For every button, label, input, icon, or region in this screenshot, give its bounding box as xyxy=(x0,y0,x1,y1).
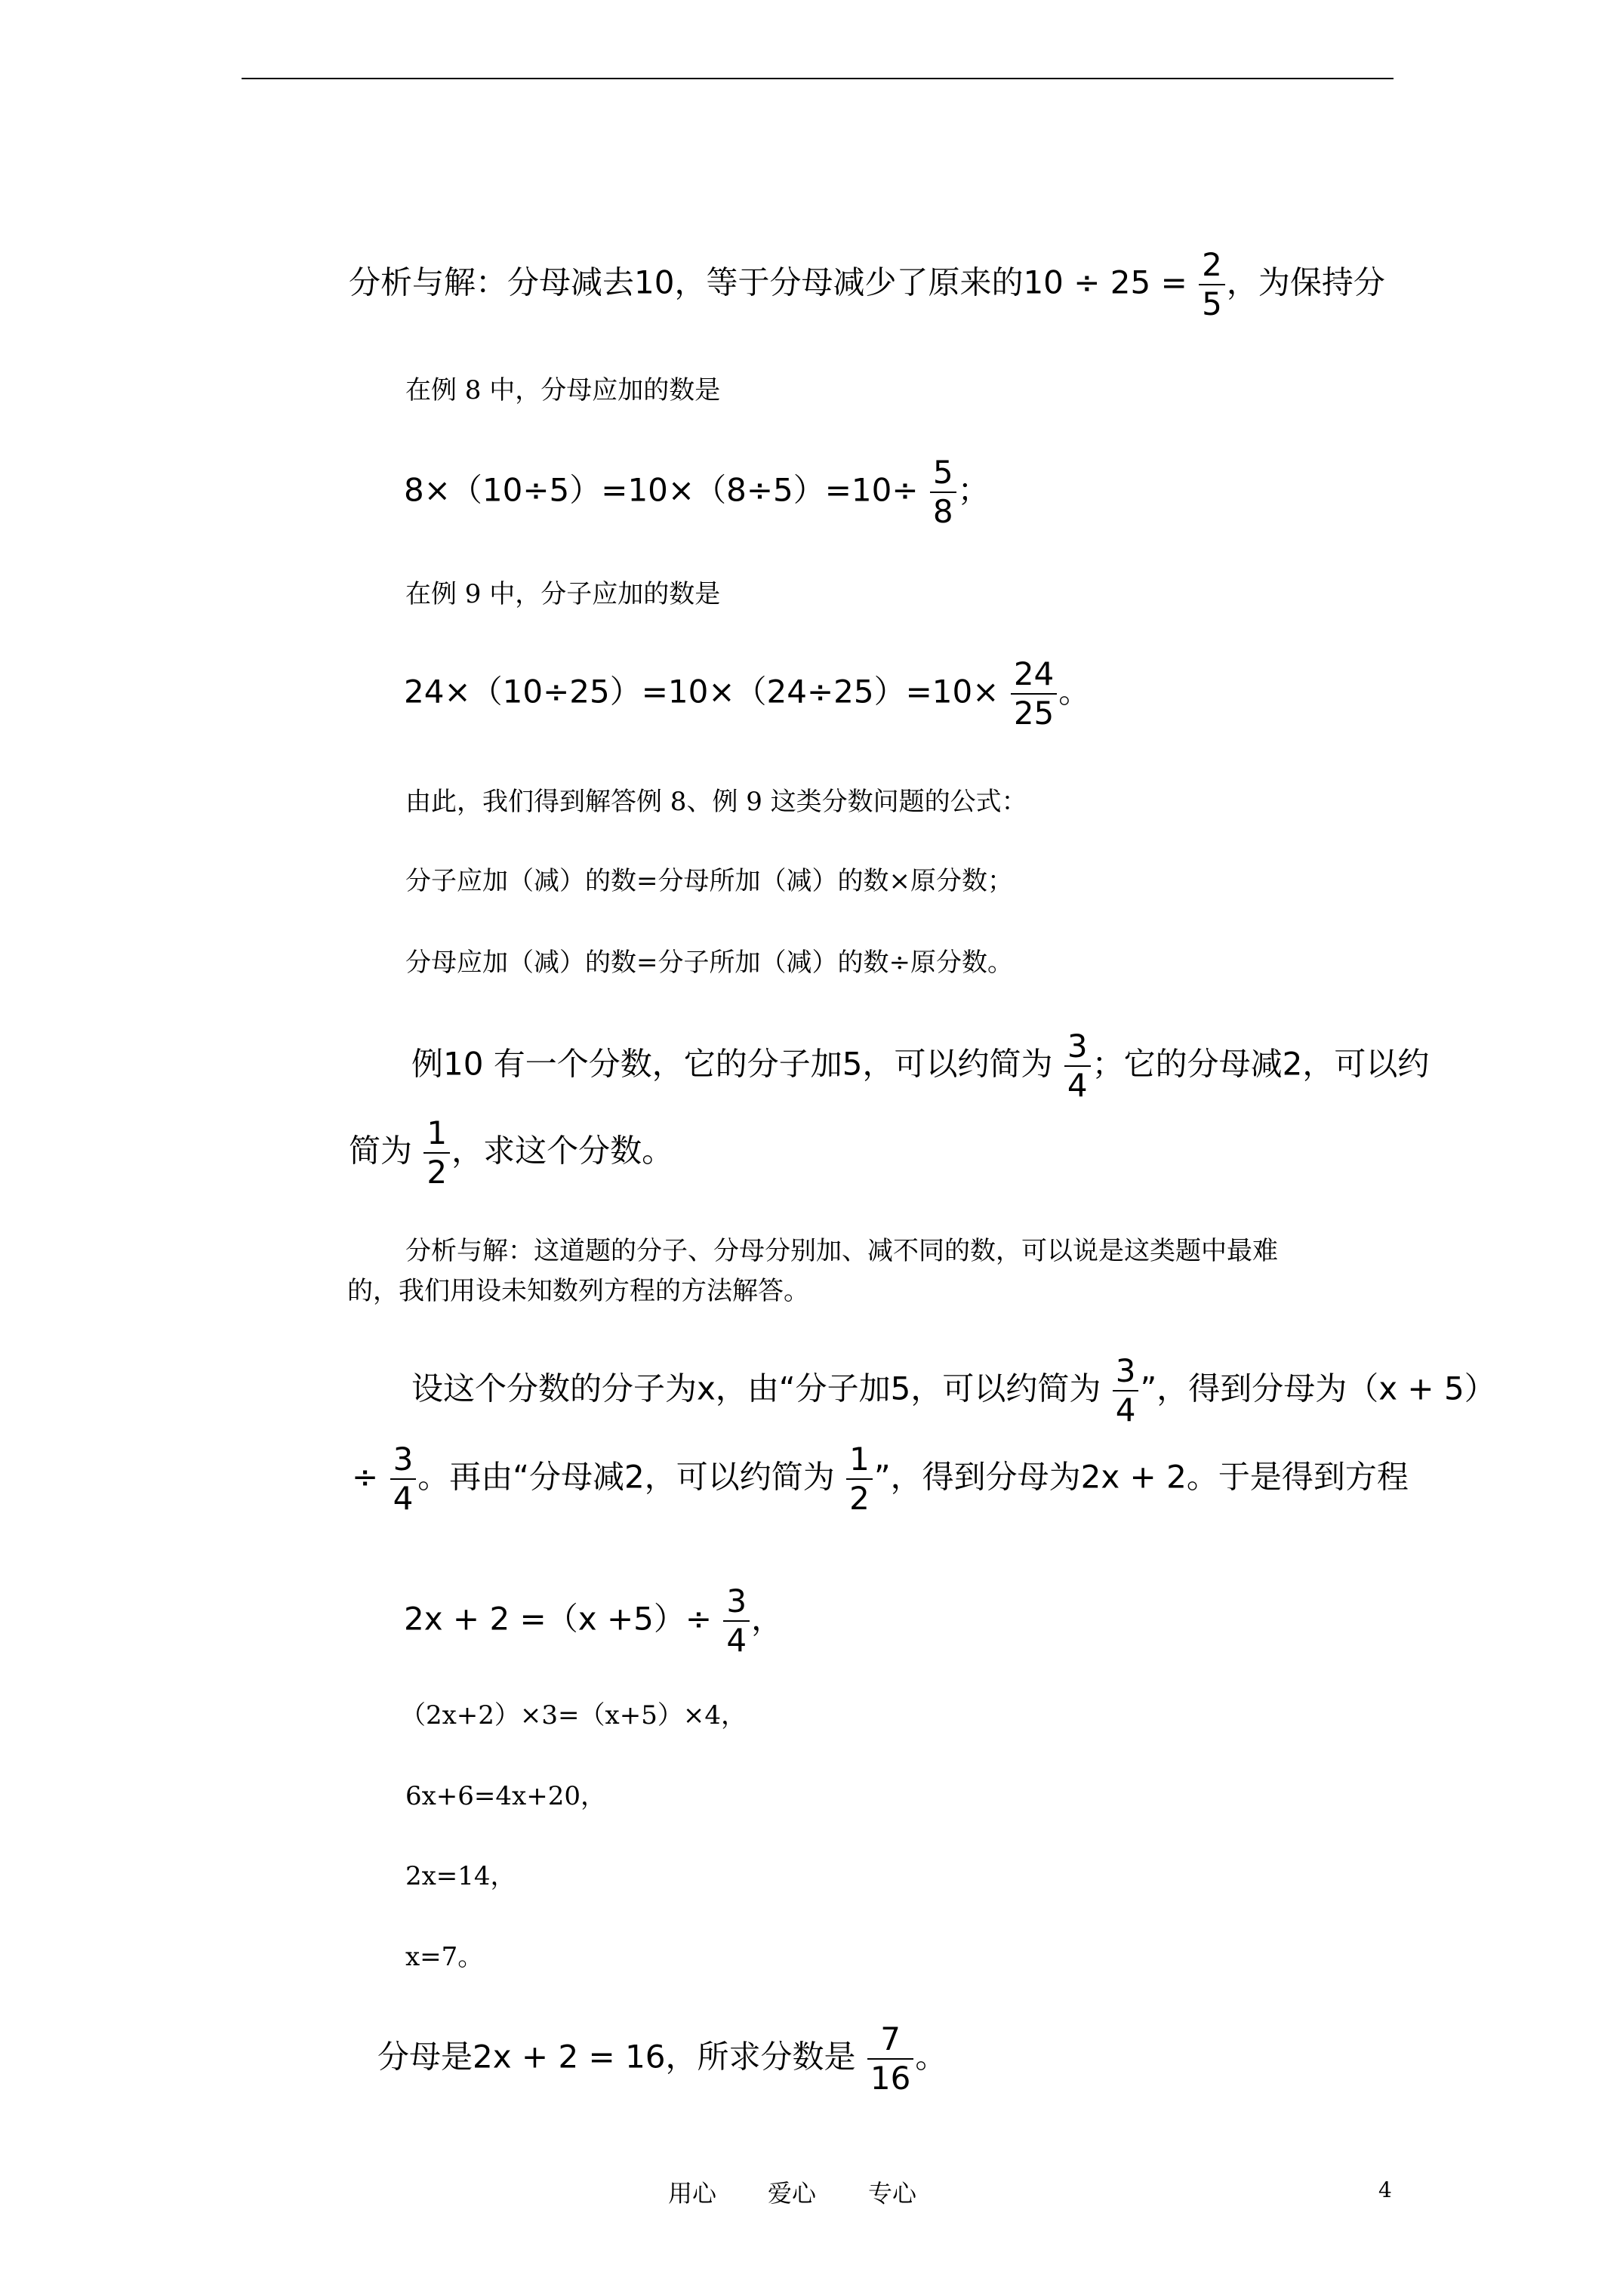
answer-line: 分母是2x + 2 = 16，所求分数是 $\frac{7}{16}$ 。 xyxy=(377,2020,947,2097)
conclusion-intro: 由此，我们得到解答例 8、例 9 这类分数问题的公式： xyxy=(405,787,1027,817)
header-rule xyxy=(242,78,1394,79)
footer-item-2: 爱心 xyxy=(768,2179,817,2208)
footer-item-3: 专心 xyxy=(868,2179,917,2208)
formula-denominator: 分母应加（减）的数=分子所加（减）的数÷原分数。 xyxy=(405,948,1013,978)
analysis-line-1 xyxy=(349,246,1385,322)
fraction: $\frac{7}{16}$ xyxy=(867,2023,913,2094)
analysis2-line-1: 分析与解：这道题的分子、分母分别加、减不同的数，可以说是这类题中最难 xyxy=(405,1236,1278,1266)
fraction: $\frac{24}{25}$ xyxy=(1011,658,1057,729)
step-3: 2x=14， xyxy=(405,1861,516,1891)
fraction: $\frac{5}{8}$ xyxy=(930,457,956,528)
page-number: 4 xyxy=(1378,2177,1392,2202)
fraction: $\frac{3}{4}$ xyxy=(723,1586,750,1657)
analysis-label: 分析与解： xyxy=(349,264,508,301)
fraction: $\frac{3}{4}$ xyxy=(390,1444,417,1515)
fraction: $\frac{3}{4}$ xyxy=(1113,1355,1139,1426)
fraction: $\frac{2}{5}$ xyxy=(1199,249,1225,320)
analysis-text: 分母减去10，等于分母减少了原来的10 ÷ 25 = xyxy=(507,264,1187,301)
example10-line-2: 简为 $\frac{1}{2}$ ，求这个分数。 xyxy=(349,1114,674,1191)
fraction: $\frac{1}{2}$ xyxy=(423,1117,450,1188)
example9-intro: 在例 9 中，分子应加的数是 xyxy=(405,579,721,609)
example10-line-1: 例10 有一个分数，它的分子加5，可以约简为 $\frac{3}{4}$ ；它的分母减2，可以约 xyxy=(411,1028,1430,1104)
step-1: （2x+2）×3=（x+5）×4， xyxy=(400,1700,747,1730)
equation-1: 2x + 2 =（x +5）÷ $\frac{3}{4}$ ， xyxy=(404,1583,784,1659)
example9-formula: 24×（10÷25）=10×（24÷25）=10× $\frac{24}{25}$ 。 xyxy=(404,655,1091,732)
step-2: 6x+6=4x+20， xyxy=(405,1781,606,1811)
step-4: x=7。 xyxy=(405,1942,484,1972)
analysis-label: 分析与解： xyxy=(405,1236,534,1266)
setup-line-2: ÷ $\frac{3}{4}$ 。再由“分母减2，可以约简为 $\frac{1}{2}$ ”，得到分母为2x + 2。于是得到方程 xyxy=(352,1441,1409,1517)
formula-numerator: 分子应加（减）的数=分母所加（减）的数×原分数； xyxy=(405,866,1013,896)
fraction: $\frac{1}{2}$ xyxy=(846,1444,873,1515)
footer-item-1: 用心 xyxy=(668,2179,717,2208)
example8-formula: 8×（10÷5）=10×（8÷5）=10÷ $\frac{5}{8}$ ； xyxy=(404,454,990,530)
fraction: $\frac{3}{4}$ xyxy=(1064,1031,1091,1102)
setup-line-1: 设这个分数的分子为x，由“分子加5，可以约简为 $\frac{3}{4}$ ”，得到分母为（x + 5） xyxy=(411,1352,1496,1428)
analysis2-line-2: 的，我们用设未知数列方程的方法解答。 xyxy=(347,1276,809,1306)
example8-intro: 在例 8 中，分母应加的数是 xyxy=(405,375,721,405)
analysis-tail: ，为保持分 xyxy=(1226,264,1385,301)
